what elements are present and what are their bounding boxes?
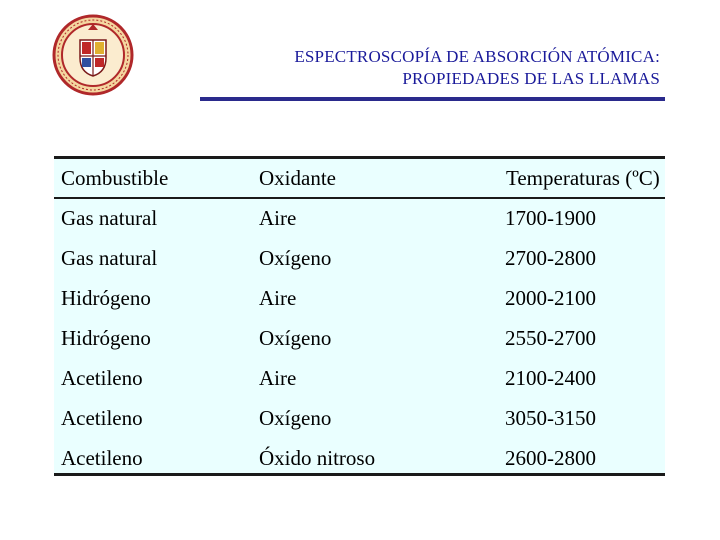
header-temperaturas: Temperaturas (ºC) (506, 166, 660, 190)
cell-oxidante: Oxígeno (259, 406, 332, 430)
header-combustible: Combustible (61, 166, 169, 190)
table-row (54, 239, 665, 279)
title-line-1: ESPECTROSCOPÍA DE ABSORCIÓN ATÓMICA: (294, 47, 660, 66)
cell-combustible: Acetileno (61, 406, 143, 430)
cell-combustible: Gas natural (61, 206, 158, 230)
cell-combustible: Gas natural (61, 246, 158, 270)
cell-combustible: Hidrógeno (61, 326, 151, 350)
table-row (54, 319, 665, 359)
table-row (54, 359, 665, 399)
table-row (54, 399, 665, 439)
title-line-2: PROPIEDADES DE LAS LLAMAS (402, 69, 660, 88)
cell-oxidante: Óxido nitroso (259, 446, 376, 470)
cell-temperatura: 2550-2700 (505, 326, 596, 350)
table-row (54, 279, 665, 319)
cell-oxidante: Oxígeno (259, 246, 332, 270)
cell-oxidante: Oxígeno (259, 326, 332, 350)
university-seal-icon (52, 14, 134, 96)
cell-oxidante: Aire (259, 206, 297, 230)
title-underline (200, 97, 665, 101)
cell-oxidante: Aire (259, 366, 297, 390)
cell-temperatura: 2600-2800 (505, 446, 596, 470)
cell-combustible: Acetileno (61, 366, 143, 390)
table-row (54, 439, 665, 479)
flame-properties-table (54, 156, 665, 476)
table-header-row (54, 159, 665, 199)
cell-temperatura: 2000-2100 (505, 286, 596, 310)
header-oxidante: Oxidante (259, 166, 336, 190)
cell-temperatura: 3050-3150 (505, 406, 596, 430)
cell-combustible: Hidrógeno (61, 286, 151, 310)
cell-oxidante: Aire (259, 286, 297, 310)
table-row (54, 199, 665, 239)
cell-temperatura: 2700-2800 (505, 246, 596, 270)
cell-temperatura: 2100-2400 (505, 366, 596, 390)
cell-combustible: Acetileno (61, 446, 143, 470)
page-title (140, 46, 660, 90)
cell-temperatura: 1700-1900 (505, 206, 596, 230)
